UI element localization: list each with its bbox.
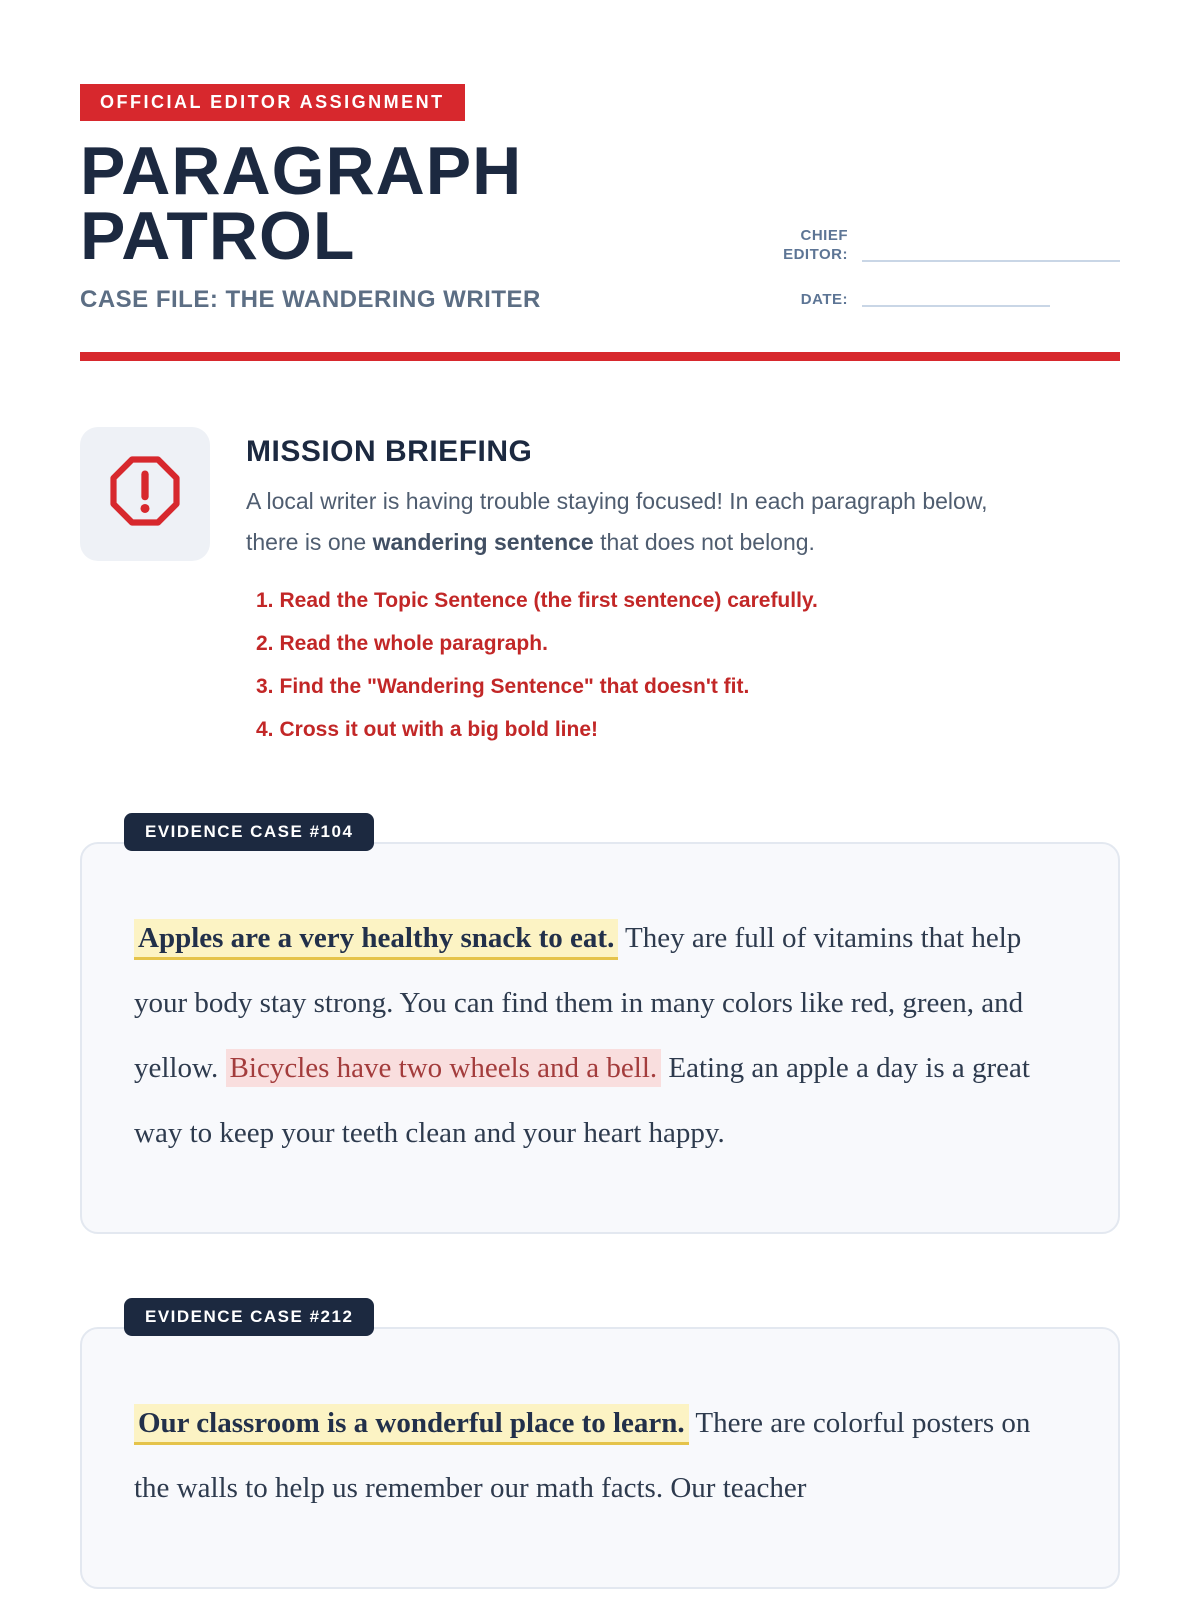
chief-editor-field [770,227,1120,265]
page-title-line2: PATROL [80,198,356,275]
mission-intro: A local writer is having trouble staying focused! In each paragraph below, there is one wandering sentence that does not belong. [246,487,988,555]
title-block [80,133,541,314]
evidence-case-212-card [80,1327,1120,1589]
case-212-paragraph [134,1391,1066,1521]
mission-body [246,427,1120,762]
wandering-sentence-highlight: Bicycles have two wheels and a bell. [226,1049,662,1087]
stop-alert-icon [109,455,181,532]
instruction-step-3: 3. Find the "Wandering Sentence" that doesn't fit. [256,675,750,699]
case-file-subtitle: CASE FILE: THE WANDERING WRITER [80,285,541,313]
date-label: DATE: [800,290,848,308]
divider-rule [80,352,1120,361]
case-104-body-2: Eating an apple a day is a great way to keep your teeth clean and your heart happy. [134,1052,1030,1150]
instruction-step-2: 2. Read the whole paragraph. [256,632,548,656]
mission-heading: MISSION BRIEFING [246,434,533,468]
case-104-paragraph [134,906,1066,1166]
evidence-case-212 [80,1298,1120,1589]
page-title [80,133,541,275]
evidence-case-212-tab: EVIDENCE CASE #212 [124,1298,374,1336]
date-input-line[interactable] [862,305,1050,307]
instruction-step-4: 4. Cross it out with a big bold line! [256,718,599,742]
stop-icon-box [80,427,210,561]
topic-sentence-highlight: Our classroom is a wonderful place to learn. [134,1404,689,1445]
evidence-case-104-card [80,842,1120,1234]
header [80,0,1120,361]
instruction-steps [246,589,1120,742]
wandering-sentence-term: wandering sentence [372,528,594,555]
evidence-case-104 [80,813,1120,1234]
evidence-case-104-tab: EVIDENCE CASE #104 [124,813,374,851]
case-212-body-1: There are colorful posters on the walls to help us remember our math facts. Our teacher [134,1407,1031,1505]
header-fields [770,227,1120,309]
page-title-line1: PARAGRAPH [80,133,523,209]
case-104-body-1: They are full of vitamins that help your body stay strong. You can find them in many colors like red, green, and yellow. [134,922,1024,1085]
instruction-step-1: 1. Read the Topic Sentence (the first sentence) carefully. [256,589,818,613]
topic-sentence-highlight: Apples are a very healthy snack to eat. [134,919,618,960]
chief-editor-label: CHIEF EDITOR: [783,227,848,264]
assignment-badge: OFFICIAL EDITOR ASSIGNMENT [80,84,465,121]
mission-briefing-section [80,427,1120,762]
date-field [770,291,1050,310]
chief-editor-input-line[interactable] [862,260,1120,262]
